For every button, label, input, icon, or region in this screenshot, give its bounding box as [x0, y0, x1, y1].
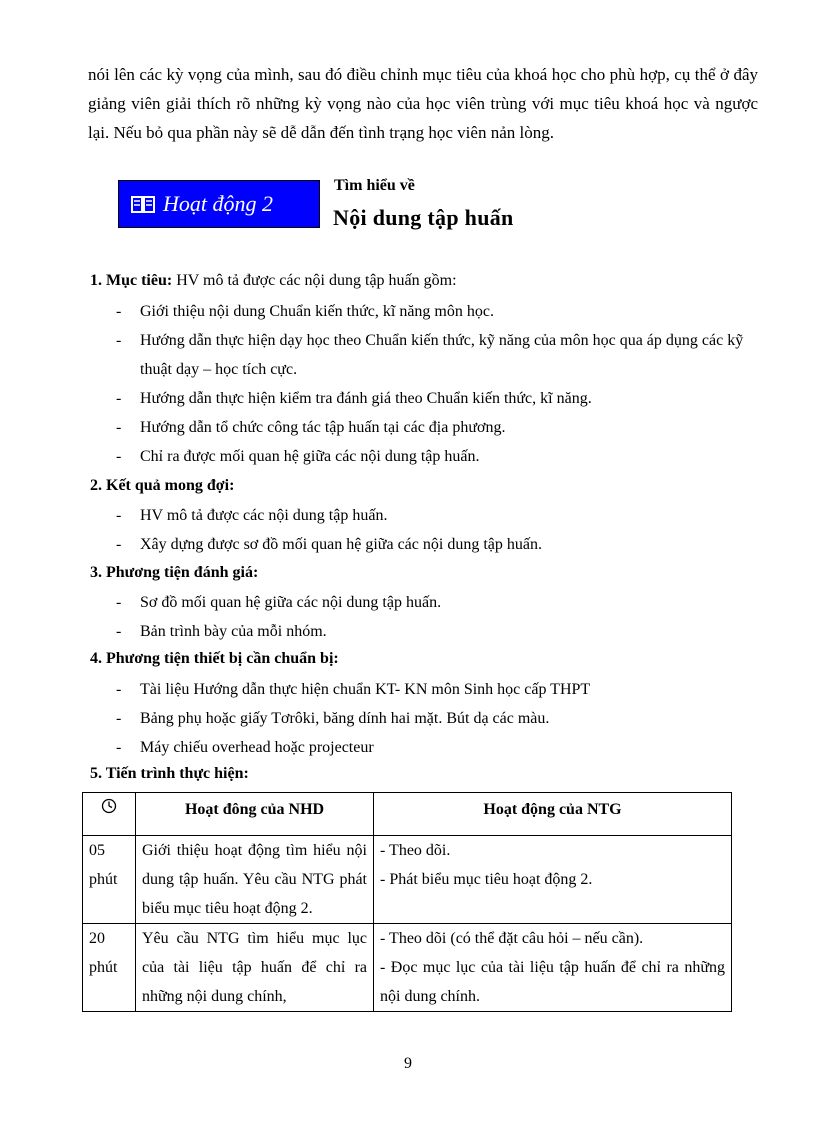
list-item: - Tài liệu Hướng dẫn thực hiện chuẩn KT- KN môn Sinh học cấp THPT	[140, 675, 760, 704]
section-heading: 3. Phương tiện đánh giá:	[90, 564, 259, 581]
dash-marker: -	[116, 332, 122, 349]
dash-marker: -	[116, 681, 122, 698]
time-cell: 20 phút	[83, 924, 136, 1012]
dash-marker: -	[116, 507, 122, 524]
ntg-cell: - Theo dõi (có thể đặt câu hỏi – nếu cần). - Đọc mục lục của tài liệu tập huấn để chỉ ra những nội dung chính.	[374, 924, 732, 1012]
topic-title: Nội dung tập huấn	[333, 205, 514, 230]
table-row	[83, 836, 732, 924]
list-item: - HV mô tả được các nội dung tập huấn.	[140, 501, 760, 530]
topic-prefix: Tìm hiểu về	[334, 177, 415, 194]
intro-paragraph: nói lên các kỳ vọng của mình, sau đó điều chỉnh mục tiêu của khoá học cho phù hợp, cụ thể ở đây giảng viên giải thích rõ những kỳ vọng nào của học viên trùng với mục tiêu khoá học và ngược lại. Nếu bỏ qua phần này sẽ dễ dẫn đến tình trạng học viên nản lòng.	[88, 65, 758, 142]
dash-marker: -	[116, 303, 122, 320]
list-item: - Hướng dẫn thực hiện dạy học theo Chuẩn kiến thức, kỹ năng của môn học qua áp dụng các kỹ thuật dạy – học tích cực.	[140, 326, 760, 384]
list-item: - Sơ đồ mối quan hệ giữa các nội dung tập huấn.	[140, 588, 760, 617]
ntg-header: Hoạt động của NTG	[374, 793, 732, 836]
dash-marker: -	[116, 594, 122, 611]
section-evaluation	[90, 564, 258, 582]
list-item: - Hướng dẫn thực hiện kiểm tra đánh giá theo Chuẩn kiến thức, kĩ năng.	[140, 384, 760, 413]
dash-marker: -	[116, 739, 122, 756]
section-objectives	[90, 272, 457, 290]
list-item: - Xây dựng được sơ đồ mối quan hệ giữa các nội dung tập huấn.	[140, 530, 760, 559]
time-header	[83, 793, 136, 836]
section-heading: 2. Kết quả mong đợi:	[90, 477, 235, 494]
ntg-cell: - Theo dõi. - Phát biểu mục tiêu hoạt động 2.	[374, 836, 732, 924]
section-equipment	[90, 650, 339, 668]
section-heading: 5. Tiến trình thực hiện:	[90, 765, 249, 782]
section-lead: HV mô tả được các nội dung tập huấn gồm:	[172, 272, 457, 289]
dash-marker: -	[116, 710, 122, 727]
list-item: - Bản trình bày của mỗi nhóm.	[140, 617, 760, 646]
table-header-row	[83, 793, 732, 836]
dash-marker: -	[116, 623, 122, 640]
list-item: - Giới thiệu nội dung Chuẩn kiến thức, kĩ năng môn học.	[140, 297, 760, 326]
nhd-cell: Yêu cầu NTG tìm hiểu mục lục của tài liệu tập huấn để chỉ ra những nội dung chính,	[136, 924, 374, 1012]
list-item: - Bảng phụ hoặc giấy Tơrôki, băng dính hai mặt. Bút dạ các màu.	[140, 704, 760, 733]
dash-marker: -	[116, 419, 122, 436]
nhd-header: Hoạt đông của NHD	[136, 793, 374, 836]
dash-marker: -	[116, 448, 122, 465]
section-procedure	[90, 765, 249, 783]
clock-icon	[101, 798, 117, 814]
section-heading: 1. Mục tiêu:	[90, 272, 173, 289]
open-book-icon	[131, 194, 155, 214]
list-item: - Chỉ ra được mối quan hệ giữa các nội dung tập huấn.	[140, 442, 760, 471]
time-cell: 05 phút	[83, 836, 136, 924]
dash-marker: -	[116, 390, 122, 407]
activity-badge	[118, 180, 320, 228]
list-item: - Hướng dẫn tổ chức công tác tập huấn tại các địa phương.	[140, 413, 760, 442]
procedure-table	[82, 792, 732, 1012]
list-item: - Máy chiếu overhead hoặc projecteur	[140, 733, 760, 762]
section-heading: 4. Phương tiện thiết bị cần chuẩn bị:	[90, 650, 339, 667]
activity-label: Hoạt động 2	[163, 191, 273, 216]
table-row	[83, 924, 732, 1012]
dash-marker: -	[116, 536, 122, 553]
section-expected-results	[90, 477, 234, 495]
page-number: 9	[404, 1055, 412, 1072]
nhd-cell: Giới thiệu hoạt động tìm hiểu nội dung tập huấn. Yêu cầu NTG phát biểu mục tiêu hoạt động 2.	[136, 836, 374, 924]
